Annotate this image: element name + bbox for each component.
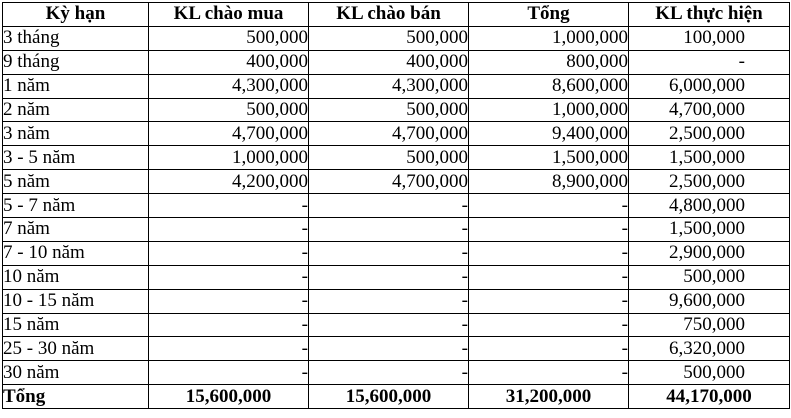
- bid-cell: -: [149, 313, 309, 337]
- total-cell: 800,000: [469, 50, 629, 74]
- table-row: [3, 337, 790, 361]
- table-row: [3, 241, 790, 265]
- term-cell: 10 năm: [3, 265, 149, 289]
- total-ask-cell: 15,600,000: [309, 385, 469, 409]
- executed-cell: 750,000: [629, 313, 790, 337]
- ask-cell: 500,000: [309, 26, 469, 50]
- bid-cell: -: [149, 361, 309, 385]
- term-cell: 5 năm: [3, 170, 149, 194]
- table-row: [3, 265, 790, 289]
- total-executed-cell: 44,170,000: [629, 385, 790, 409]
- ask-cell: -: [309, 241, 469, 265]
- header-bid-volume: KL chào mua: [149, 3, 309, 27]
- table-row: [3, 313, 790, 337]
- term-cell: 9 tháng: [3, 50, 149, 74]
- term-cell: 15 năm: [3, 313, 149, 337]
- bid-cell: -: [149, 218, 309, 242]
- total-cell: -: [469, 265, 629, 289]
- total-cell: -: [469, 337, 629, 361]
- total-bid-cell: 15,600,000: [149, 385, 309, 409]
- bid-cell: 500,000: [149, 26, 309, 50]
- total-cell: -: [469, 194, 629, 218]
- ask-cell: 4,300,000: [309, 74, 469, 98]
- term-cell: 10 - 15 năm: [3, 289, 149, 313]
- bid-cell: 4,300,000: [149, 74, 309, 98]
- total-cell: -: [469, 313, 629, 337]
- total-cell: 8,900,000: [469, 170, 629, 194]
- executed-cell: 2,500,000: [629, 122, 790, 146]
- bid-cell: 1,000,000: [149, 146, 309, 170]
- total-cell: -: [469, 289, 629, 313]
- executed-cell: 2,500,000: [629, 170, 790, 194]
- executed-cell: 1,500,000: [629, 146, 790, 170]
- executed-cell: 6,000,000: [629, 74, 790, 98]
- total-cell: 1,500,000: [469, 146, 629, 170]
- term-cell: 3 tháng: [3, 26, 149, 50]
- bid-cell: -: [149, 265, 309, 289]
- ask-cell: -: [309, 313, 469, 337]
- table-row: [3, 50, 790, 74]
- executed-cell: -: [629, 50, 790, 74]
- bond-trading-table: [2, 2, 790, 409]
- ask-cell: -: [309, 194, 469, 218]
- table-row: [3, 98, 790, 122]
- ask-cell: -: [309, 265, 469, 289]
- bid-cell: 4,700,000: [149, 122, 309, 146]
- bid-cell: 500,000: [149, 98, 309, 122]
- total-cell: -: [469, 241, 629, 265]
- total-total-cell: 31,200,000: [469, 385, 629, 409]
- bid-cell: 4,200,000: [149, 170, 309, 194]
- executed-cell: 100,000: [629, 26, 790, 50]
- term-cell: 30 năm: [3, 361, 149, 385]
- header-row: [3, 3, 790, 27]
- header-executed-volume: KL thực hiện: [629, 3, 790, 27]
- total-cell: 1,000,000: [469, 26, 629, 50]
- total-label: Tổng: [3, 385, 149, 409]
- ask-cell: 4,700,000: [309, 170, 469, 194]
- executed-cell: 2,900,000: [629, 241, 790, 265]
- total-cell: 1,000,000: [469, 98, 629, 122]
- ask-cell: 400,000: [309, 50, 469, 74]
- bid-cell: 400,000: [149, 50, 309, 74]
- total-cell: 8,600,000: [469, 74, 629, 98]
- executed-cell: 4,700,000: [629, 98, 790, 122]
- header-ask-volume: KL chào bán: [309, 3, 469, 27]
- table-row: [3, 170, 790, 194]
- ask-cell: -: [309, 337, 469, 361]
- term-cell: 3 năm: [3, 122, 149, 146]
- term-cell: 2 năm: [3, 98, 149, 122]
- ask-cell: -: [309, 289, 469, 313]
- executed-cell: 6,320,000: [629, 337, 790, 361]
- table-row: [3, 146, 790, 170]
- term-cell: 7 - 10 năm: [3, 241, 149, 265]
- ask-cell: -: [309, 218, 469, 242]
- ask-cell: 500,000: [309, 146, 469, 170]
- bid-cell: -: [149, 241, 309, 265]
- header-term: Kỳ hạn: [3, 3, 149, 27]
- executed-cell: 4,800,000: [629, 194, 790, 218]
- term-cell: 7 năm: [3, 218, 149, 242]
- term-cell: 1 năm: [3, 74, 149, 98]
- total-row: [3, 385, 790, 409]
- executed-cell: 500,000: [629, 265, 790, 289]
- table-row: [3, 289, 790, 313]
- bid-cell: -: [149, 337, 309, 361]
- total-cell: -: [469, 218, 629, 242]
- ask-cell: 4,700,000: [309, 122, 469, 146]
- table-row: [3, 122, 790, 146]
- table-row: [3, 218, 790, 242]
- table-row: [3, 361, 790, 385]
- total-cell: -: [469, 361, 629, 385]
- total-cell: 9,400,000: [469, 122, 629, 146]
- ask-cell: 500,000: [309, 98, 469, 122]
- term-cell: 25 - 30 năm: [3, 337, 149, 361]
- header-total: Tổng: [469, 3, 629, 27]
- executed-cell: 9,600,000: [629, 289, 790, 313]
- bid-cell: -: [149, 194, 309, 218]
- bid-cell: -: [149, 289, 309, 313]
- table-row: [3, 74, 790, 98]
- ask-cell: -: [309, 361, 469, 385]
- term-cell: 3 - 5 năm: [3, 146, 149, 170]
- term-cell: 5 - 7 năm: [3, 194, 149, 218]
- executed-cell: 500,000: [629, 361, 790, 385]
- executed-cell: 1,500,000: [629, 218, 790, 242]
- table-row: [3, 26, 790, 50]
- table-row: [3, 194, 790, 218]
